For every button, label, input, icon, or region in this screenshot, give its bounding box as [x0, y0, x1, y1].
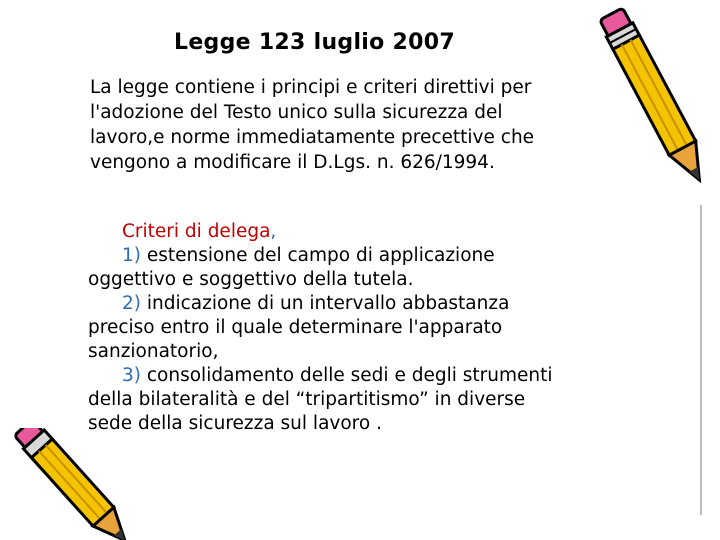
intro-line: vengono a modificare il D.Lgs. n. 626/1994. [90, 152, 495, 173]
page-title: Legge 123 luglio 2007 [174, 30, 455, 55]
item-text: estensione del campo di applicazione [141, 245, 495, 266]
intro-paragraph [90, 75, 650, 175]
item-number: 3) [122, 365, 141, 386]
pencil-icon [0, 428, 148, 540]
criteria-section [88, 220, 658, 436]
divider-line [700, 205, 702, 515]
list-item [88, 364, 658, 388]
item-continuation: sede della sicurezza sul lavoro . [88, 413, 382, 434]
intro-line: l'adozione del Testo unico sulla sicurezza del [90, 102, 503, 123]
intro-line: La legge contiene i principi e criteri direttivi per [90, 77, 532, 98]
list-item [88, 244, 658, 268]
intro-line: lavoro,e norme immediatamente precettive che [90, 127, 535, 148]
item-continuation: della bilateralità e del “tripartitismo” in diverse [88, 389, 526, 410]
item-continuation: sanzionatorio, [88, 341, 219, 362]
item-number: 2) [122, 293, 141, 314]
item-number: 1) [122, 245, 141, 266]
list-item [88, 292, 658, 316]
criteria-heading: Criteri di delega [122, 221, 271, 242]
heading-punctuation: , [270, 221, 277, 242]
item-text: indicazione di un intervallo abbastanza [141, 293, 510, 314]
item-continuation: preciso entro il quale determinare l'apparato [88, 317, 503, 338]
criteria-heading-line [88, 220, 658, 244]
item-continuation: oggettivo e soggettivo della tutela. [88, 269, 414, 290]
item-text: consolidamento delle sedi e degli strumenti [141, 365, 553, 386]
